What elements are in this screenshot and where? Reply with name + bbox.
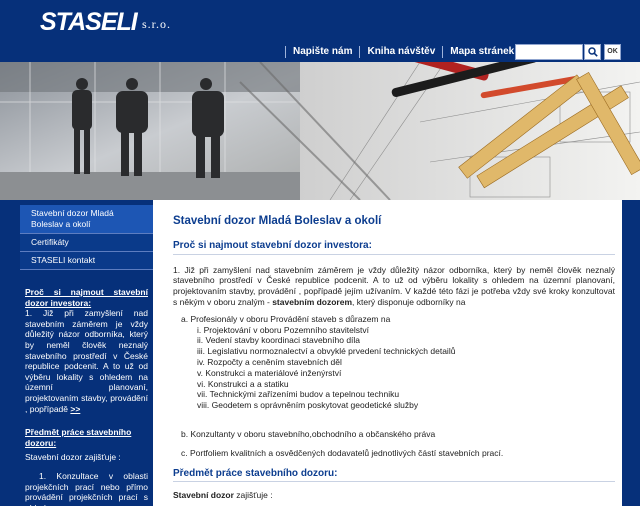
intro-paragraph — [173, 265, 615, 308]
sidebar-item-certifikaty[interactable]: Certifikáty — [20, 234, 153, 252]
sublist-item: iii. Legislativu normoznalectví a obvyklé prvedení technických detailů — [197, 346, 456, 357]
magnifier-icon — [588, 47, 598, 57]
left-border — [0, 200, 20, 506]
intro-paragraph-bold: stavebním dozorem — [272, 296, 353, 307]
sublist-item: i. Projektování v oboru Pozemního stavitelství — [197, 324, 369, 335]
hero-image — [0, 62, 640, 200]
top-navigation — [285, 46, 521, 58]
intro-paragraph-start: 1. Již při zamyšlení nad stavebním záměrem je vždy důležitý názor odborníka, který by neměl člověk neznalý stavebního prostředí v České republice podcenit. A to už od výběru lokality s ohledem na územní planovaní, projektovaním stavby, provádění , popřípadě jejím užívaním. V každé této fázi je potřeba vždy své kroky konzultovat s někým v oboru znalým - — [173, 264, 615, 307]
sidebar-block-scope-text: Stavební dozor zajišťuje : — [25, 452, 121, 463]
page-title: Stavební dozor Mladá Boleslav a okolí — [173, 215, 382, 227]
nav-write-us[interactable]: Napište nám — [285, 46, 359, 58]
scope-paragraph-bold: Stavební dozor — [173, 490, 234, 501]
search-input[interactable] — [515, 44, 583, 60]
sidebar-block-scope — [20, 427, 153, 513]
right-border — [622, 200, 640, 506]
list-item-b: b. Konzultanty v oboru stavebního,obchodního a občanského práva — [181, 428, 436, 439]
hero-banner — [0, 62, 640, 200]
section-heading-why: Proč si najmout stavební dozor investora: — [173, 241, 615, 255]
sublist-item: iv. Rozpočty a ceněním stavebních děl — [197, 356, 342, 367]
header — [0, 0, 640, 62]
list-item-a: a. Profesionály v oboru Provádění staveb s důrazem na — [181, 313, 391, 324]
logo[interactable]: STASELI — [40, 8, 137, 36]
sidebar — [20, 200, 153, 513]
logo-suffix: s.r.o. — [142, 17, 172, 31]
nav-guestbook[interactable]: Kniha návštěv — [359, 46, 442, 58]
sidebar-block-why-heading[interactable]: Proč si najmout stavební dozor investora: — [25, 287, 148, 308]
sublist-item: ii. Vedení stavby koordinaci stavebního díla — [197, 335, 361, 346]
intro-paragraph-end: , který disponuje odborníky na — [352, 296, 466, 307]
list-item-c: c. Portfoliem kvalitních a osvědčených dodavatelů jednotlivých částí stavebních prací. — [181, 447, 504, 458]
sublist — [173, 325, 615, 411]
main-content — [153, 200, 622, 506]
sublist-item: v. Konstrukci a materiálové inženýrství — [197, 367, 342, 378]
scope-paragraph-rest: zajišťuje : — [233, 490, 273, 501]
sidebar-block-why-text: 1. Již při zamyšlení nad stavebním záměrem je vždy důležitý názor odborníka, který by neměl člověk neznalý stavebního prostředí v České republice podcenit. A to už od výběru lokality s ohledem na územní planovaní, projektovaním stavby, provádění , popřípadě — [25, 308, 148, 414]
nav-sitemap[interactable]: Mapa stránek — [442, 46, 521, 58]
sublist-item: vi. Konstrukci a a statiku — [197, 378, 289, 389]
sidebar-block-scope-heading[interactable]: Předmět práce stavebního dozoru: — [25, 427, 132, 448]
search-button[interactable] — [584, 44, 601, 60]
sidebar-item-stavebni-dozor[interactable]: Stavební dozor Mladá Boleslav a okolí — [20, 205, 153, 234]
sidebar-block-why — [20, 287, 153, 414]
sidebar-block-scope-item: 1. Konzultace v oblasti projekčních prací nebo přímo provádění projekčních prací s ohledem — [25, 470, 148, 513]
sidebar-more-link[interactable]: >> — [70, 403, 81, 414]
scope-paragraph — [173, 490, 615, 501]
sidebar-item-kontakt[interactable]: STASELI kontakt — [20, 252, 153, 270]
sublist-item: vii. Technickými zařízeními budov a tepelnou techniku — [197, 389, 400, 400]
go-button[interactable]: OK — [604, 44, 621, 60]
section-heading-scope: Předmět práce stavebního dozoru: — [173, 469, 615, 483]
sublist-item: viii. Geodetem s oprávněním poskytovat geodetické služby — [197, 400, 419, 411]
